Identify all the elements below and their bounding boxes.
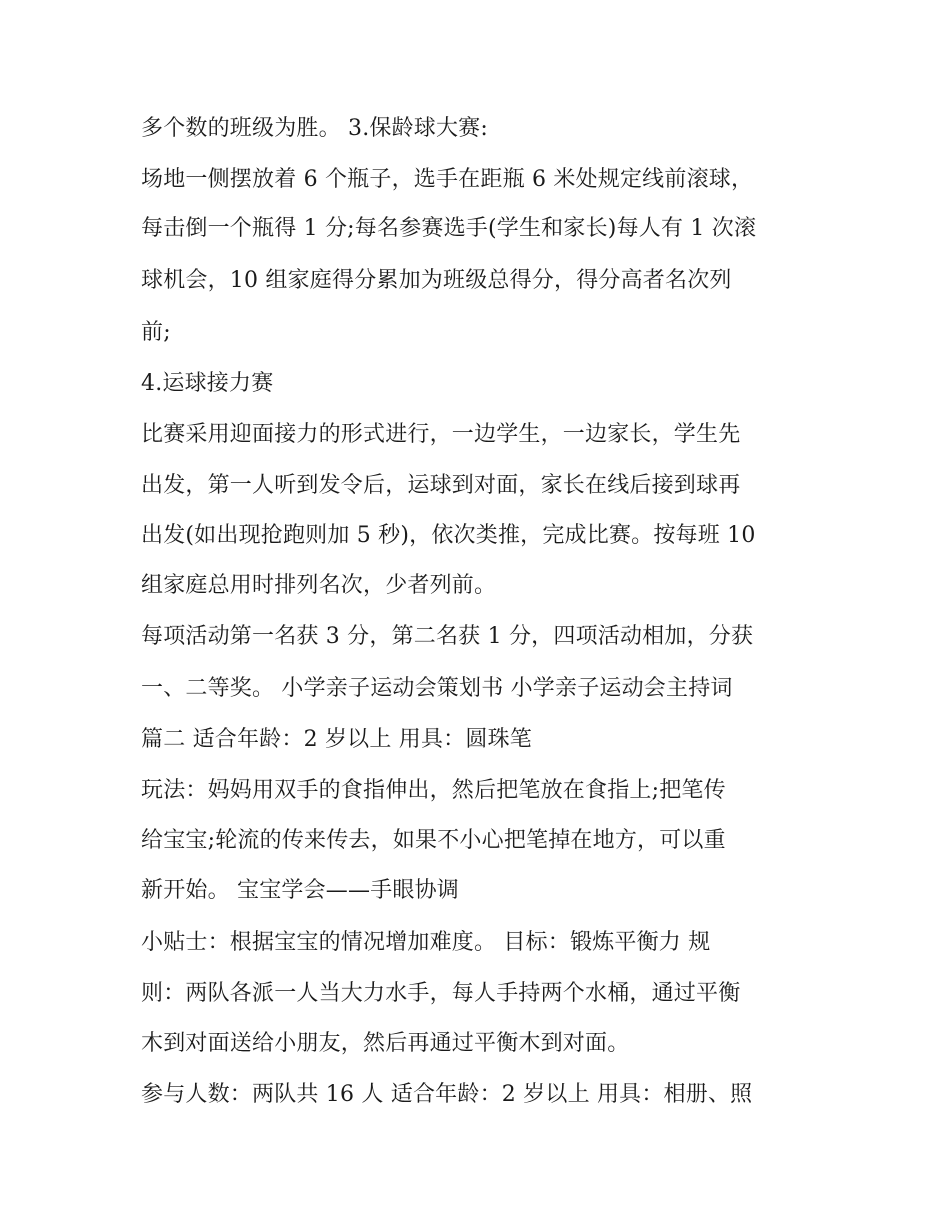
text-line-12: 一、二等奖。 小学亲子运动会策划书 小学亲子运动会主持词 [141, 676, 733, 701]
text-line-4: 球机会，10 组家庭得分累加为班级总得分，得分高者名次列 [141, 268, 732, 293]
text-line-14: 玩法：妈妈用双手的食指伸出，然后把笔放在食指上;把笔传 [141, 778, 726, 803]
text-line-11: 每项活动第一名获 3 分，第二名获 1 分，四项活动相加，分获 [141, 624, 754, 649]
text-line-15: 给宝宝;轮流的传来传去，如果不小心把笔掉在地方，可以重 [141, 828, 726, 853]
text-line-13: 篇二 适合年龄：2 岁以上 用具：圆珠笔 [141, 727, 532, 752]
text-line-9: 出发(如出现抢跑则加 5 秒)，依次类推，完成比赛。按每班 10 [141, 523, 756, 548]
text-line-10: 组家庭总用时排列名次，少者列前。 [141, 573, 497, 598]
text-line-16: 新开始。 宝宝学会——手眼协调 [141, 878, 459, 903]
text-line-7: 比赛采用迎面接力的形式进行，一边学生，一边家长，学生先 [141, 422, 741, 447]
text-line-19: 木到对面送给小朋友，然后再通过平衡木到对面。 [141, 1031, 630, 1056]
text-line-6: 4.运球接力赛 [141, 371, 274, 396]
text-line-18: 则：两队各派一人当大力水手，每人手持两个水桶，通过平衡 [141, 981, 741, 1006]
text-line-5: 前; [141, 320, 171, 345]
text-line-20: 参与人数：两队共 16 人 适合年龄：2 岁以上 用具：相册、照 [141, 1082, 753, 1107]
text-line-1: 多个数的班级为胜。 3.保龄球大赛: [141, 116, 488, 141]
text-line-3: 每击倒一个瓶得 1 分;每名参赛选手(学生和家长)每人有 1 次滚 [141, 216, 757, 241]
text-line-2: 场地一侧摆放着 6 个瓶子，选手在距瓶 6 米处规定线前滚球， [141, 167, 754, 192]
text-line-17: 小贴士：根据宝宝的情况增加难度。 目标：锻炼平衡力 规 [141, 930, 711, 955]
text-line-8: 出发，第一人听到发令后，运球到对面，家长在线后接到球再 [141, 473, 741, 498]
